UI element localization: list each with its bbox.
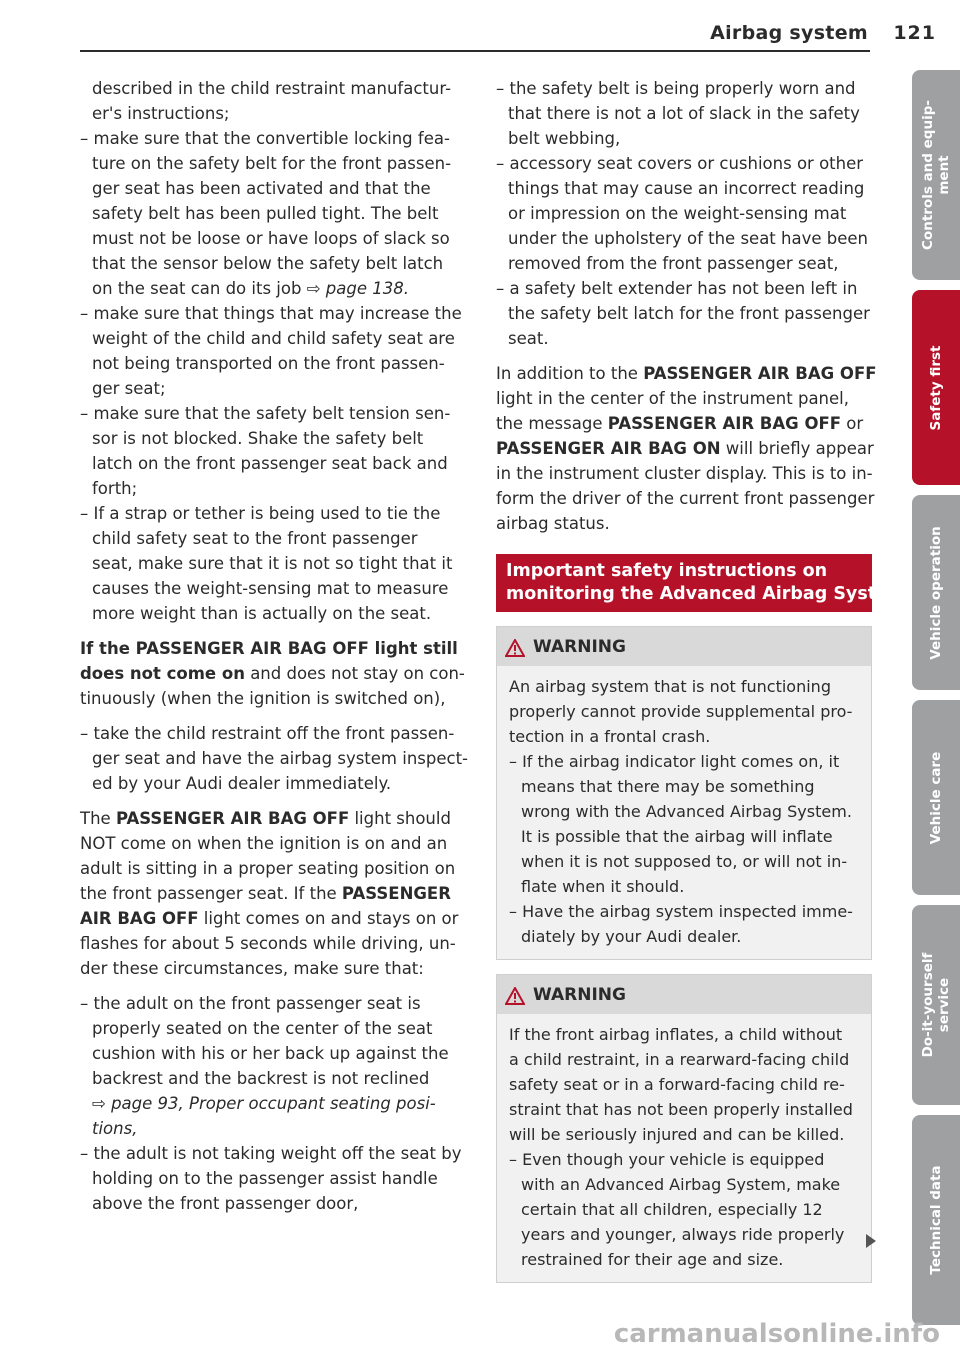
section-heading [496, 554, 907, 612]
spacer [80, 711, 462, 721]
left-column [80, 76, 469, 1216]
text-span: PASSENGER AIR BAG OFF [643, 364, 877, 383]
text-line: – the adult is not taking weight off the seat by [80, 1144, 462, 1163]
warning-label: WARNING [533, 637, 626, 657]
text-line: means that there may be something [521, 777, 815, 796]
text-span: light should [349, 809, 451, 828]
section-heading-line: Important safety instructions on [506, 561, 828, 581]
page-number: 121 [893, 22, 936, 44]
warning-box [496, 974, 872, 1283]
text-span: PASSENGER AIR BAG OFF [607, 414, 842, 433]
text-line: ture on the safety belt for the front passen- [92, 154, 452, 173]
text-line [80, 661, 465, 686]
text-line: – the safety belt is being properly worn and [496, 79, 856, 98]
tab-label-line: Do-it-yourself [920, 952, 936, 1058]
text-line: belt webbing, [508, 129, 621, 148]
text-line: removed from the front passenger seat, [508, 254, 839, 273]
warning-box [496, 626, 872, 960]
text-line: – If a strap or tether is being used to tie the [80, 504, 441, 523]
text-line: ger seat; [92, 379, 166, 398]
text-line: holding on to the passenger assist handle [92, 1169, 438, 1188]
text-line: flashes for about 5 seconds while driving, un- [80, 934, 456, 953]
text-line: ger seat has been activated and that the [92, 179, 431, 198]
tab-controls-and-equipment[interactable] [912, 70, 960, 280]
text-line: causes the weight-sensing mat to measure [92, 579, 449, 598]
text-line: form the driver of the current front passenger [496, 489, 875, 508]
page-link[interactable]: ⇨ page 138. [306, 279, 409, 298]
text-line [80, 276, 462, 301]
text-line: flate when it should. [521, 877, 685, 896]
watermark: carmanualsonline.info [613, 1319, 940, 1349]
text-line: or impression on the weight-sensing mat [508, 204, 847, 223]
text-line: If the PASSENGER AIR BAG OFF light still [80, 639, 458, 658]
text-line: ger seat and have the airbag system inspect- [92, 749, 469, 768]
warning-triangle-icon [505, 987, 525, 1005]
text-line: described in the child restraint manufactur- [92, 79, 452, 98]
text-line: above the front passenger door, [92, 1194, 359, 1213]
tab-label: Vehicle operation [928, 525, 944, 660]
text-span: the message [496, 414, 608, 433]
text-line: tinuously (when the ignition is switched on), [80, 689, 446, 708]
text-line: – If the airbag indicator light comes on, it [509, 752, 840, 771]
section-heading-line: monitoring the Advanced Airbag System [506, 584, 907, 604]
warning-body [497, 1014, 871, 1282]
text-line: more weight than is actually on the seat. [92, 604, 432, 623]
text-line: It is possible that the airbag will inflate [521, 827, 833, 846]
text-line: cushion with his or her back up against the [92, 1044, 449, 1063]
warning-header [497, 627, 871, 666]
text-span: or [841, 414, 864, 433]
text-line: certain that all children, especially 12 [521, 1200, 823, 1219]
text-line: – make sure that things that may increase the [80, 304, 462, 323]
text-span: does not come on [80, 664, 245, 683]
text-line: – accessory seat covers or cushions or other [496, 154, 864, 173]
tab-vehicle-care[interactable] [912, 700, 960, 895]
text-line: that the sensor below the safety belt latch [92, 254, 444, 273]
running-header-title: Airbag system [710, 22, 868, 44]
text-line: – a safety belt extender has not been left in [496, 279, 858, 298]
warning-label: WARNING [533, 985, 626, 1005]
text-line: in the instrument cluster display. This is to in- [496, 464, 873, 483]
tab-technical-data[interactable] [912, 1115, 960, 1325]
spacer [496, 351, 872, 361]
text-line: child safety seat to the front passenger [92, 529, 418, 548]
tab-vehicle-operation[interactable] [912, 495, 960, 690]
text-span: PASSENGER AIR BAG OFF [115, 809, 350, 828]
text-line: with an Advanced Airbag System, make [521, 1175, 841, 1194]
text-line: safety belt has been pulled tight. The belt [92, 204, 439, 223]
text-line [80, 881, 462, 906]
text-span: will briefly appear [720, 439, 874, 458]
tab-label [920, 100, 952, 250]
tab-label: Vehicle care [928, 751, 944, 844]
text-line: – make sure that the convertible locking fea- [80, 129, 450, 148]
text-line: adult is sitting in a proper seating position on [80, 859, 456, 878]
text-span: In addition to the [496, 364, 644, 383]
continue-arrow-icon [866, 1234, 876, 1248]
text-span: AIR BAG OFF [80, 909, 199, 928]
warning-triangle-icon [505, 639, 525, 657]
text-span: PASSENGER AIR BAG ON [496, 439, 721, 458]
tab-safety-first[interactable] [912, 290, 960, 485]
text-line: An airbag system that is not functioning [509, 677, 831, 696]
right-column [496, 76, 907, 1283]
text-line: will be seriously injured and can be killed. [509, 1125, 845, 1144]
header-divider [80, 50, 870, 52]
text-line: when it is not supposed to, or will not in- [521, 852, 848, 871]
text-line: diately by your Audi dealer. [521, 927, 742, 946]
spacer [80, 981, 462, 991]
text-line: things that may cause an incorrect reading [508, 179, 865, 198]
text-line: – Have the airbag system inspected imme- [509, 902, 853, 921]
text-line: that there is not a lot of slack in the safety [508, 104, 860, 123]
text-line: latch on the front passenger seat back and [92, 454, 448, 473]
tab-label-line: service [936, 977, 952, 1033]
text-line: – the adult on the front passenger seat is [80, 994, 421, 1013]
text-line: the safety belt latch for the front passenger [508, 304, 870, 323]
text-line: weight of the child and child safety seat are [92, 329, 455, 348]
tab-label: Technical data [928, 1165, 944, 1275]
tab-label-line: Controls and equip- [920, 100, 936, 250]
tab-do-it-yourself-service[interactable] [912, 905, 960, 1105]
text-line [496, 436, 872, 461]
text-span: The [80, 809, 116, 828]
text-span: and does not stay on con- [244, 664, 465, 683]
text-line [80, 806, 462, 831]
text-line: – make sure that the safety belt tension sen- [80, 404, 451, 423]
text-line: – take the child restraint off the front passen- [80, 724, 455, 743]
text-line: er's instructions; [92, 104, 230, 123]
warning-body [497, 666, 871, 959]
text-line: tions, [92, 1119, 138, 1138]
text-span: on the seat can do its job [92, 279, 307, 298]
text-line: properly seated on the center of the seat [92, 1019, 433, 1038]
text-line: wrong with the Advanced Airbag System. [521, 802, 852, 821]
text-line: sor is not blocked. Shake the safety belt [92, 429, 424, 448]
text-line: must not be loose or have loops of slack so [92, 229, 450, 248]
text-line [496, 361, 877, 386]
tab-label: Safety first [928, 345, 944, 430]
spacer [80, 626, 462, 636]
tab-label-line: ment [936, 155, 952, 195]
text-span: PASSENGER [341, 884, 451, 903]
text-line: NOT come on when the ignition is on and an [80, 834, 448, 853]
text-span: the front passenger seat. If the [80, 884, 342, 903]
text-line: der these circumstances, make sure that: [80, 959, 424, 978]
text-line: – Even though your vehicle is equipped [509, 1150, 825, 1169]
text-line [80, 906, 462, 931]
text-line: forth; [92, 479, 138, 498]
text-line: tection in a frontal crash. [509, 727, 711, 746]
text-line: seat, make sure that it is not so tight that it [92, 554, 453, 573]
text-line: under the upholstery of the seat have been [508, 229, 868, 248]
text-line: properly cannot provide supplemental pro- [509, 702, 853, 721]
spacer [80, 796, 462, 806]
warning-header [497, 975, 871, 1014]
text-line: straint that has not been properly installed [509, 1100, 853, 1119]
text-line: seat. [508, 329, 549, 348]
text-line: a child restraint, in a rearward-facing child [509, 1050, 850, 1069]
text-line: backrest and the backrest is not reclined [92, 1069, 430, 1088]
text-line: years and younger, always ride properly [521, 1225, 845, 1244]
text-line: not being transported on the front passen- [92, 354, 445, 373]
text-line [496, 411, 872, 436]
text-line: If the front airbag inflates, a child without [509, 1025, 843, 1044]
text-line: restrained for their age and size. [521, 1250, 784, 1269]
text-span: light comes on and stays on or [198, 909, 459, 928]
text-line: safety seat or in a forward-facing child re- [509, 1075, 845, 1094]
text-line: airbag status. [496, 514, 610, 533]
text-line: ed by your Audi dealer immediately. [92, 774, 392, 793]
tab-label [920, 953, 952, 1058]
text-line: light in the center of the instrument panel, [496, 389, 849, 408]
page-link[interactable]: ⇨ page 93, Proper occupant seating posi- [92, 1094, 436, 1113]
